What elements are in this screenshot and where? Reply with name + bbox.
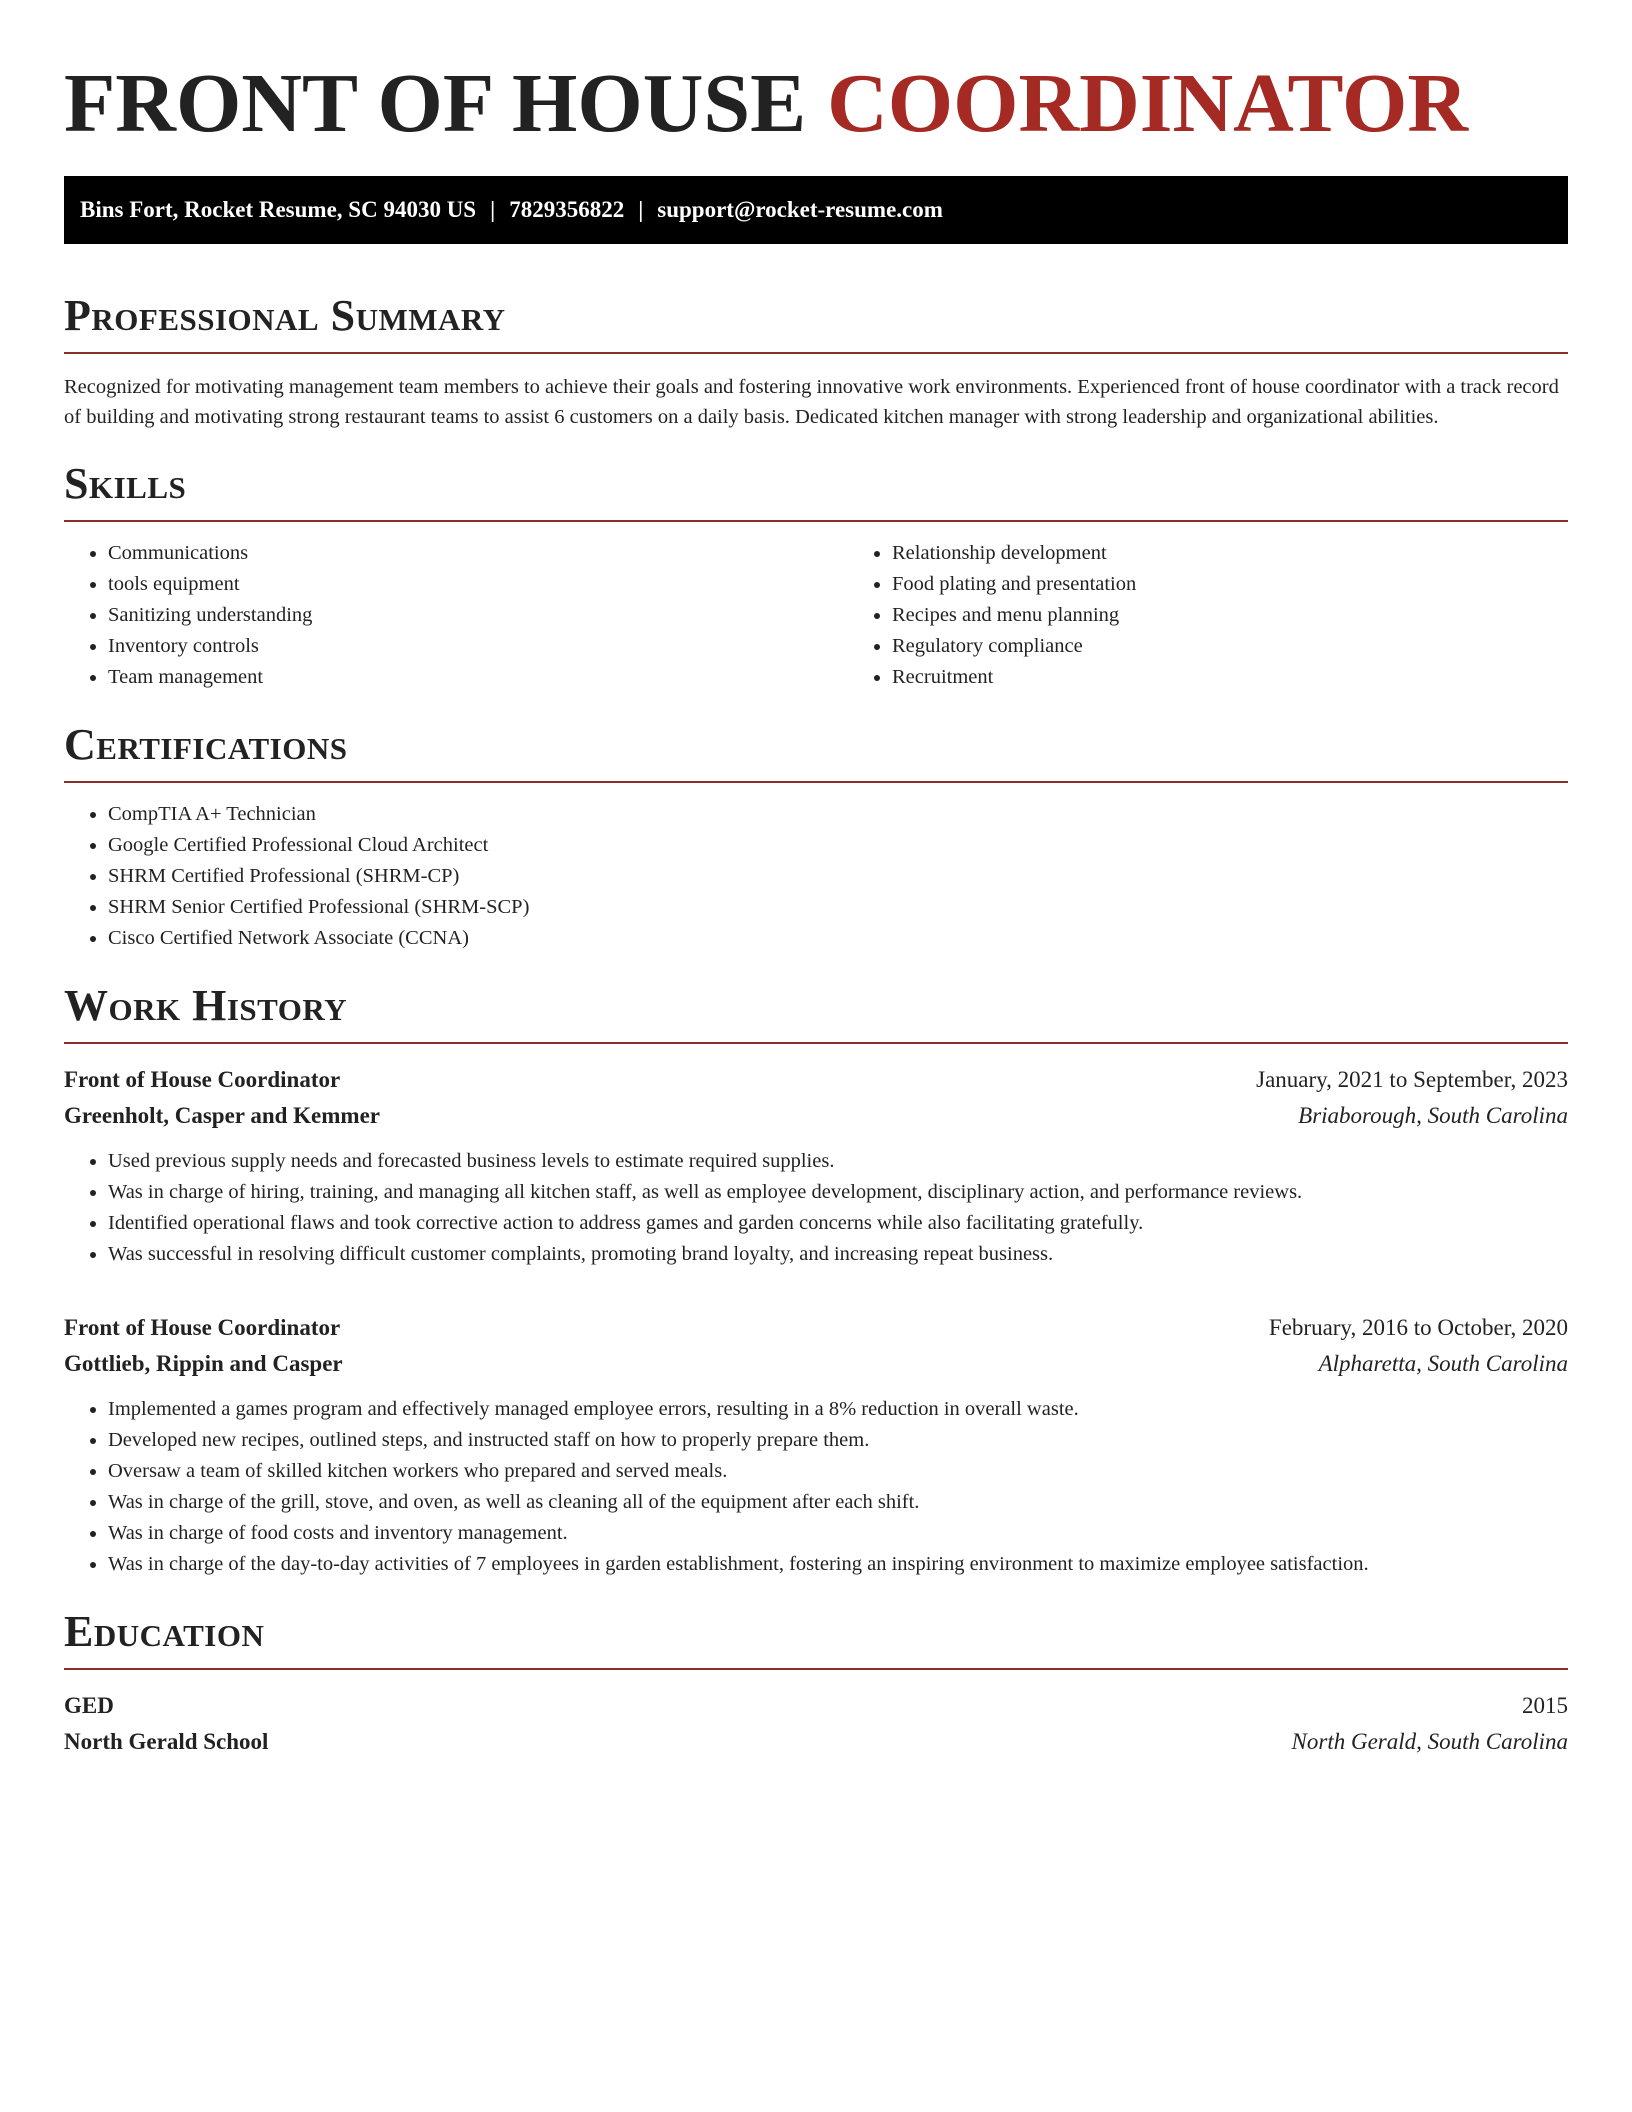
contact-phone: 7829356822 bbox=[509, 197, 625, 222]
section-divider bbox=[64, 781, 1568, 783]
education-year: 2015 bbox=[1522, 1693, 1568, 1718]
summary-section bbox=[64, 290, 1568, 432]
summary-heading: Professional Summary bbox=[64, 291, 506, 340]
job-title-row bbox=[64, 1310, 1568, 1346]
job-company: Gottlieb, Rippin and Casper bbox=[64, 1351, 343, 1376]
job-company-row bbox=[64, 1346, 1568, 1382]
certifications-heading: Certifications bbox=[64, 720, 348, 769]
contact-email[interactable]: support@rocket-resume.com bbox=[657, 197, 943, 222]
section-divider bbox=[64, 352, 1568, 354]
skill-item: • Communications bbox=[108, 538, 848, 569]
title-accent: COORDINATOR bbox=[827, 57, 1469, 150]
job-bullet: • Identified operational flaws and took corrective action to address games and garden concerns while also facilitating gratefully. bbox=[108, 1208, 1568, 1239]
job-company-row bbox=[64, 1098, 1568, 1134]
job-bullets bbox=[64, 1394, 1568, 1580]
skill-item: • Team management bbox=[108, 662, 848, 693]
skills-grid bbox=[64, 522, 1568, 693]
skill-item: • tools equipment bbox=[108, 569, 848, 600]
skill-item: • Inventory controls bbox=[108, 631, 848, 662]
job-bullet: • Developed new recipes, outlined steps, and instructed staff on how to properly prepare them. bbox=[108, 1425, 1568, 1456]
certification-item: • Google Certified Professional Cloud Architect bbox=[108, 830, 1568, 861]
contact-separator: | bbox=[638, 197, 644, 222]
job-location: Briaborough, South Carolina bbox=[1298, 1103, 1568, 1128]
education-school: North Gerald School bbox=[64, 1729, 269, 1754]
skill-item: • Recruitment bbox=[892, 662, 1136, 693]
title-main: FRONT OF HOUSE bbox=[64, 57, 807, 150]
education-school-row bbox=[64, 1724, 1568, 1760]
section-divider bbox=[64, 1042, 1568, 1044]
job-company: Greenholt, Casper and Kemmer bbox=[64, 1103, 381, 1128]
certifications-list bbox=[64, 799, 1568, 954]
education-heading: Education bbox=[64, 1607, 265, 1656]
skills-list-right bbox=[848, 538, 1136, 693]
work-history-heading: Work History bbox=[64, 981, 348, 1030]
skills-list-left bbox=[64, 538, 848, 693]
skills-heading: Skills bbox=[64, 459, 187, 508]
certification-item: • Cisco Certified Network Associate (CCNA) bbox=[108, 923, 1568, 954]
certifications-section bbox=[64, 719, 1568, 954]
job-bullets bbox=[64, 1146, 1568, 1270]
job-bullet: • Was in charge of hiring, training, and managing all kitchen staff, as well as employee development, disciplinary action, and performance reviews. bbox=[108, 1177, 1568, 1208]
summary-text: Recognized for motivating management team members to achieve their goals and fostering innovative work environments. Experienced front of house coordinator with a track record of building and motivating strong restaurant teams to assist 6 customers on a daily basis. Dedicated kitchen manager with strong leadership and organizational abilities. bbox=[64, 376, 1559, 428]
education-entry bbox=[64, 1688, 1568, 1760]
education-section bbox=[64, 1606, 1568, 1760]
job-dates: January, 2021 to September, 2023 bbox=[1256, 1067, 1568, 1092]
skills-section bbox=[64, 458, 1568, 693]
job-bullet: • Was in charge of the day-to-day activities of 7 employees in garden establishment, fostering an inspiring environment to maximize employee satisfaction. bbox=[108, 1549, 1568, 1580]
job-bullet: • Implemented a games program and effectively managed employee errors, resulting in a 8% reduction in overall waste. bbox=[108, 1394, 1568, 1425]
skill-item: • Sanitizing understanding bbox=[108, 600, 848, 631]
contact-address: Bins Fort, Rocket Resume, SC 94030 US bbox=[80, 197, 477, 222]
job-entry bbox=[64, 1062, 1568, 1270]
skill-item: • Recipes and menu planning bbox=[892, 600, 1136, 631]
skill-item: • Relationship development bbox=[892, 538, 1136, 569]
education-location: North Gerald, South Carolina bbox=[1291, 1729, 1568, 1754]
job-bullet: • Was successful in resolving difficult customer complaints, promoting brand loyalty, and increasing repeat business. bbox=[108, 1239, 1568, 1270]
contact-separator: | bbox=[490, 197, 496, 222]
skill-item: • Regulatory compliance bbox=[892, 631, 1136, 662]
section-divider bbox=[64, 1668, 1568, 1670]
work-history-section bbox=[64, 980, 1568, 1580]
job-title-row bbox=[64, 1062, 1568, 1098]
job-bullet: • Was in charge of the grill, stove, and oven, as well as cleaning all of the equipment after each shift. bbox=[108, 1487, 1568, 1518]
job-entry bbox=[64, 1310, 1568, 1580]
skill-item: • Food plating and presentation bbox=[892, 569, 1136, 600]
education-degree: GED bbox=[64, 1693, 114, 1718]
job-bullet: • Was in charge of food costs and inventory management. bbox=[108, 1518, 1568, 1549]
job-title: Front of House Coordinator bbox=[64, 1067, 341, 1092]
contact-bar bbox=[64, 176, 1568, 244]
job-bullet: • Used previous supply needs and forecasted business levels to estimate required supplies. bbox=[108, 1146, 1568, 1177]
job-location: Alpharetta, South Carolina bbox=[1318, 1351, 1568, 1376]
job-title: Front of House Coordinator bbox=[64, 1315, 341, 1340]
certification-item: • SHRM Senior Certified Professional (SHRM-SCP) bbox=[108, 892, 1568, 923]
certification-item: • SHRM Certified Professional (SHRM-CP) bbox=[108, 861, 1568, 892]
job-bullet: • Oversaw a team of skilled kitchen workers who prepared and served meals. bbox=[108, 1456, 1568, 1487]
job-dates: February, 2016 to October, 2020 bbox=[1268, 1315, 1568, 1340]
resume-title bbox=[64, 56, 1568, 152]
certification-item: • CompTIA A+ Technician bbox=[108, 799, 1568, 830]
education-degree-row bbox=[64, 1688, 1568, 1724]
